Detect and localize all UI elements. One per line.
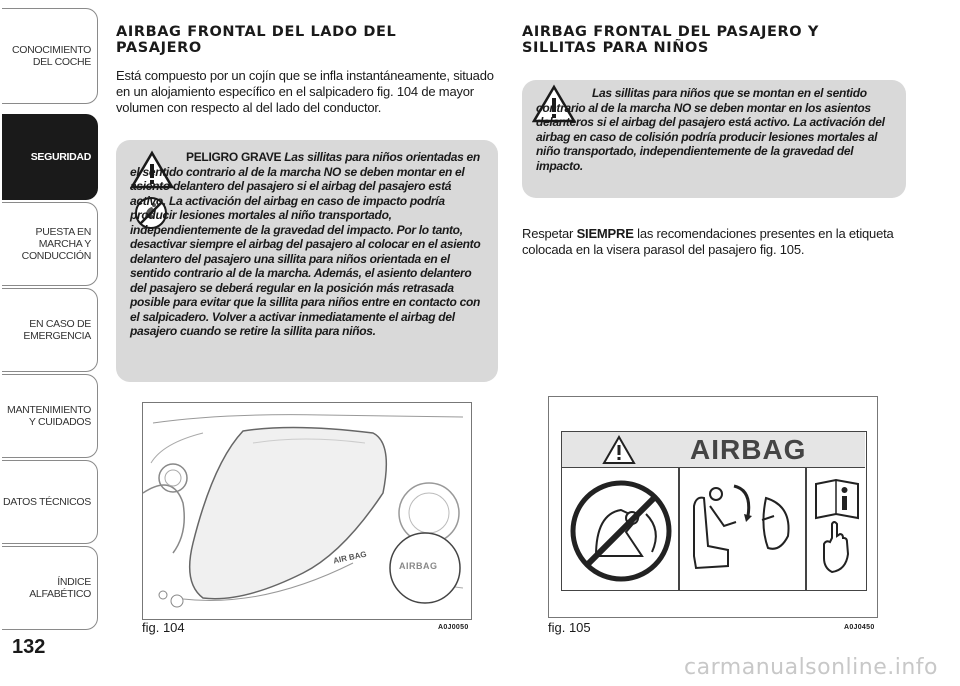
fig-104-code: A0J0050 [438, 624, 469, 631]
left-warning-body [130, 150, 486, 339]
watermark: carmanualsonline.info [684, 655, 938, 680]
right-warning-text: Las sillitas para niños que se montan en el sentido contrario al de la marcha NO se deben montar en los asientos delanteros si el airbag del pasajero está activo. La activación del airbag en caso de colisión podría producir lesiones mortales al niño transportado, independientemente de la gravedad del impacto. [536, 86, 885, 173]
left-warning-lead: PELIGRO GRAVE [186, 150, 282, 164]
right-paragraph: Respetar SIEMPRE las recomendaciones presentes en la etiqueta colocada en la visera parasol del pasajero fig. 105. [522, 226, 894, 257]
left-paragraph: Está compuesto por un cojín que se infla instantáneamente, situado en un alojamiento específico en el salpicadero fig. 104 de mayor volumen con respecto al del lado del conductor. [116, 68, 494, 115]
page-number: 132 [12, 636, 46, 658]
tab-conocimiento-del-coche[interactable]: CONOCIMIENTO DEL COCHE [2, 8, 98, 104]
left-heading: AIRBAG FRONTAL DEL LADO DEL PASAJERO [116, 24, 397, 56]
tab-mantenimiento-y-cuidados[interactable]: MANTENIMIENTO Y CUIDADOS [2, 374, 98, 458]
tab-datos-tecnicos[interactable]: DATOS TÉCNICOS [2, 460, 98, 544]
seat-airbag-icon [684, 476, 800, 586]
left-warning-content: Las sillitas para niños orientadas en el sentido contrario al de la marcha NO se deben montar en el asiento delantero del pasajero si el airbag del pasajero está activo. La activación del airbag en caso de impacto podría producir lesiones mortales al niño transportado, independientemente de la gravedad del impacto. Por lo tanto, desactivar siempre el airbag del pasajero al colocar en el asiento delantero del pasajero una sillita para niños orientada en el sentido contrario al de la marcha. Además, el asiento delantero del pasajero se deberá regular en la posición más retrasada posible para evitar que la sillita para niños entre en contacto con el salpicadero. Volver a activar inmediatamente el airbag del pasajero cuando se retire la sillita para niños. [130, 150, 481, 338]
right-heading: AIRBAG FRONTAL DEL PASAJERO Y SILLITAS PARA NIÑOS [522, 24, 819, 56]
figure-105 [548, 396, 878, 618]
manual-info-icon [812, 478, 862, 584]
chapter-sidebar [0, 0, 100, 640]
airbag-label-badge: AIRBAG [399, 561, 438, 571]
fig-105-caption: fig. 105 [548, 620, 591, 635]
tab-en-caso-de-emergencia[interactable]: EN CASO DE EMERGENCIA [2, 288, 98, 372]
no-rear-facing-child-seat-icon [566, 474, 676, 588]
airbag-label-header [562, 432, 865, 468]
figure-104 [142, 402, 472, 620]
airbag-warning-label [561, 431, 867, 591]
airbag-label-small: AIR BAG [332, 549, 368, 566]
warning-triangle-icon [602, 435, 636, 465]
airbag-label-title: AIRBAG [690, 434, 807, 465]
tab-indice-alfabetico[interactable]: ÍNDICE ALFABÉTICO [2, 546, 98, 630]
dashboard-airbag-illustration [143, 403, 471, 619]
tab-seguridad[interactable]: SEGURIDAD [2, 114, 98, 200]
fig-104-caption: fig. 104 [142, 620, 185, 635]
tab-puesta-en-marcha[interactable]: PUESTA EN MARCHA Y CONDUCCIÓN [2, 202, 98, 286]
fig-105-code: A0J0450 [844, 624, 875, 631]
